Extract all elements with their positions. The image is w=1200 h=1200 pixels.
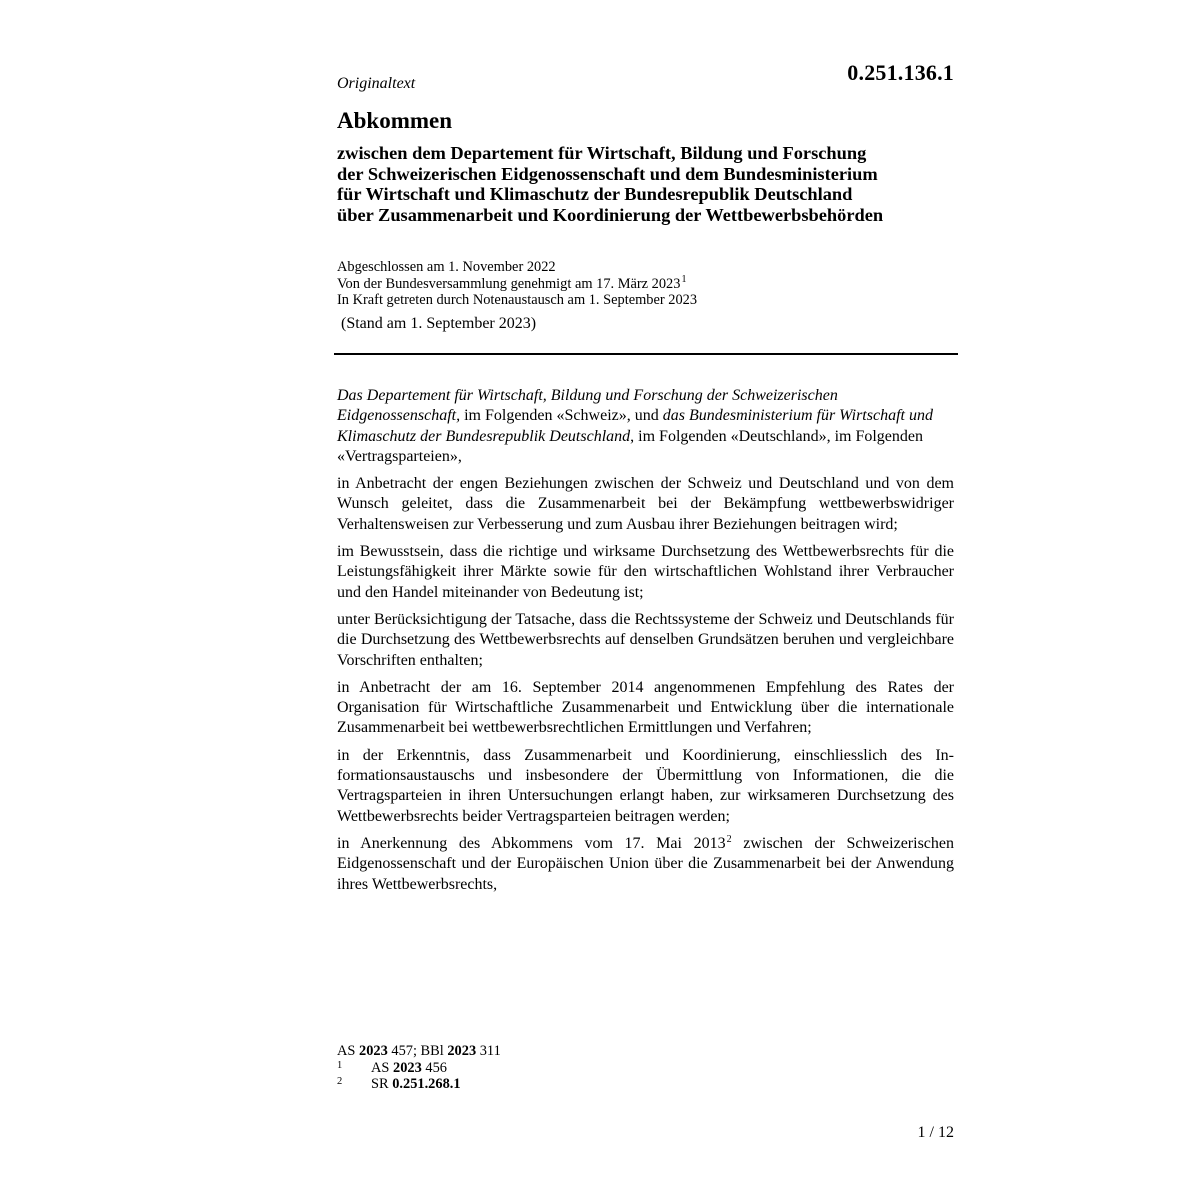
- header-divider: [334, 353, 958, 355]
- footnote-ref[interactable]: 1: [681, 273, 687, 285]
- preamble: [337, 386, 954, 902]
- sr-number: 0.251.136.1: [847, 60, 954, 85]
- footnote-prefix: AS: [371, 1059, 393, 1076]
- footnote-prefix: SR: [371, 1076, 393, 1092]
- preamble-paragraph: in Anbetracht der am 16. September 2014 angenommenen Empfehlung des Rates der Organisation für Wirtschaftliche Zusammenarbeit und Entwicklung über die internationale Zusammenarbeit bei wettbewerbsrechtlichen Ermittlungen und Verfahren;: [337, 678, 954, 737]
- footnote-number: 2: [337, 1076, 343, 1087]
- page-number: 1 / 12: [917, 1124, 954, 1141]
- as-page: 457; BBl: [387, 1043, 448, 1059]
- bbl-page: 311: [476, 1043, 501, 1059]
- concluded-date: Abgeschlossen am 1. November 2022: [337, 259, 556, 275]
- footnote-bold: 2023: [393, 1059, 422, 1076]
- document-meta: [337, 259, 697, 309]
- source-reference: [337, 1043, 501, 1060]
- preamble-paragraph: [337, 834, 954, 895]
- approved-date-line: [337, 273, 697, 293]
- preamble-intro: [337, 386, 954, 467]
- document-title: Abkommen: [337, 108, 453, 133]
- as-year: 2023: [359, 1043, 388, 1059]
- bbl-year: 2023: [447, 1043, 477, 1059]
- footnotes: [337, 1043, 501, 1093]
- original-text-label: Originaltext: [337, 75, 416, 92]
- footnote-suffix: 456: [421, 1059, 447, 1076]
- intro-text: , im Folgenden «Deutschland», im Folgenden «Vertragsparteien»,: [337, 427, 924, 465]
- intro-party-ch: Das Departement für Wirtschaft, Bildung und Forschung der Schweizerischen Eidgenossenschaft,: [337, 387, 838, 425]
- footnote-ref[interactable]: 2: [726, 833, 732, 845]
- intro-party-de: das Bundesministerium für Wirtschaft und Klimaschutz der Bundesrepublik Deutschland: [337, 407, 933, 445]
- intro-text: im Folgenden «Schweiz», und: [460, 407, 663, 425]
- footnote-number: 1: [337, 1059, 343, 1071]
- preamble-paragraph: in der Erkenntnis, dass Zusammenarbeit und Koordinierung, einschliesslich des Informationsaustauschs und insbesondere der Übermittlung von Informationen, die die Vertragsparteien in ihren Untersuchungen erlangt haben, zur wirksameren Durchsetzung des Wettbewerbsrechts beider Vertragsparteien beitragen werden;: [337, 746, 954, 825]
- subtitle-line: über Zusammenarbeit und Koordinierung der Wettbewerbsbehörden: [337, 204, 884, 225]
- document-subtitle: [337, 143, 977, 225]
- subtitle-line: der Schweizerischen Eidgenossenschaft und dem Bundesministerium: [337, 163, 878, 184]
- approved-date: Von der Bundesversammlung genehmigt am 17. März 2023: [337, 275, 681, 292]
- stand-date: (Stand am 1. September 2023): [341, 315, 537, 332]
- paragraph-text: in Anerkennung des Abkommens vom 17. Mai 2013: [337, 834, 726, 852]
- preamble-paragraph: unter Berücksichtigung der Tatsache, dass die Rechtssysteme der Schweiz und Deutschlands für die Durchsetzung des Wettbewerbsrechts auf denselben Grundsätzen beruhen und vergleichbare Vorschriften enthalten;: [337, 610, 954, 669]
- preamble-paragraph: im Bewusstsein, dass die richtige und wirksame Durchsetzung des Wettbewerbsrechts für die Leistungsfähigkeit ihrer Märkte sowie für den wirtschaftlichen Wohlstand ihrer Verbraucher und den Handel miteinander von Bedeutung ist;: [337, 543, 954, 601]
- paragraph-text: zwischen der Schweizerischen Eidgenossenschaft und der Europäischen Union über die Zusammenarbeit bei der Anwendung ihres Wettbewerbsrechts,: [337, 834, 954, 893]
- subtitle-line: zwischen dem Departement für Wirtschaft, Bildung und Forschung: [337, 143, 867, 163]
- subtitle-line: für Wirtschaft und Klimaschutz der Bundesrepublik Deutschland: [337, 184, 853, 204]
- preamble-paragraph: in Anbetracht der engen Beziehungen zwischen der Schweiz und Deutschland und von dem Wunsch geleitet, dass die Zusammenarbeit bei der Bekämpfung wettbewerbswidriger Verhaltensweisen zur Verbesserung und zum Ausbau ihrer Beziehungen beitragen wird;: [337, 475, 954, 533]
- footnote-item: [337, 1060, 501, 1077]
- footnote-bold: 0.251.268.1: [392, 1076, 461, 1092]
- footnote-item: [337, 1076, 501, 1093]
- in-force-date: In Kraft getreten durch Notenaustausch am 1. September 2023: [337, 292, 698, 308]
- as-label: AS: [337, 1043, 359, 1059]
